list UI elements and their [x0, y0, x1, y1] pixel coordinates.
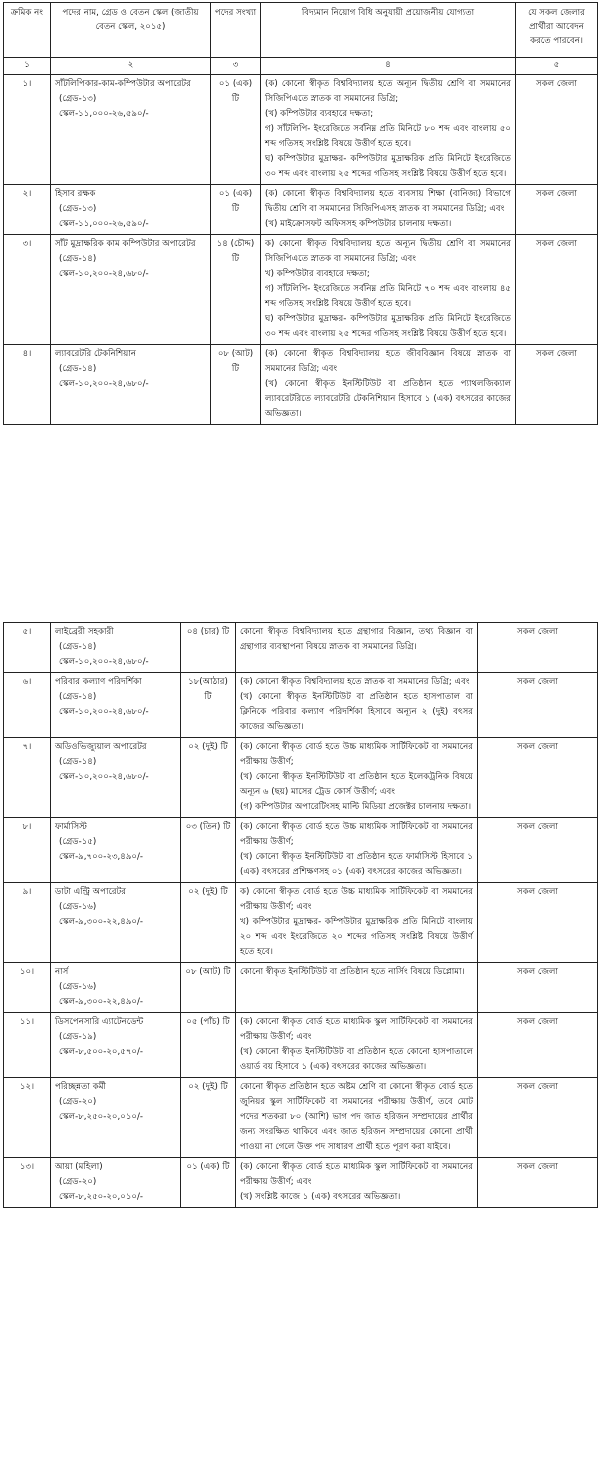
qualification-line: (ক) কোনো স্বীকৃত বিশ্ববিদ্যালয় হতে ব্যবসায় শিক্ষা (বানিজ্য) বিভাগে দ্বিতীয় শ্রেণি বা সমমানের সিজিপিএসহ স্নাতক বা সমমানের ডিগ্রি; এবং: [265, 189, 511, 214]
post-cell: [51, 738, 181, 818]
post-name: আয়া (মহিলা): [55, 1162, 103, 1172]
column-number: ৩: [211, 58, 261, 75]
post-cell: [51, 623, 181, 673]
districts-cell: সকল জেলা: [478, 738, 598, 818]
table-row: [4, 623, 598, 673]
post-grade: (গ্রেড-২০): [59, 1177, 97, 1187]
table-row: [4, 883, 598, 963]
table-header-row: [4, 3, 598, 58]
post-cell: [51, 963, 181, 1013]
post-grade: (গ্রেড-১৪): [59, 757, 97, 767]
districts-cell: সকল জেলা: [478, 1013, 598, 1078]
header-serial: ক্রমিক নং: [4, 3, 51, 58]
serial-cell: ১২।: [4, 1078, 51, 1158]
post-cell: [51, 1078, 181, 1158]
post-cell: [51, 235, 211, 345]
post-cell: [51, 345, 211, 425]
post-cell: [51, 818, 181, 883]
serial-cell: ৯।: [4, 883, 51, 963]
post-count-cell: ০১ (এক) টি: [211, 185, 261, 235]
qualification-line: (ক) কোনো স্বীকৃত বোর্ড হতে মাধ্যমিক স্কুল সার্টিফিকেট বা সমমানের পরীক্ষায় উত্তীর্ণ; এবং: [240, 1017, 473, 1042]
table-row: [4, 1013, 598, 1078]
post-pay-scale: স্কেল-৮,২৫০-২০,০১০/-: [59, 1192, 143, 1202]
post-grade: (গ্রেড-১৩): [59, 204, 97, 214]
post-pay-scale: স্কেল-৮,৫০০-২০,৫৭০/-: [59, 1047, 143, 1057]
posts-table-part-1: [3, 2, 598, 425]
table-row: [4, 75, 598, 185]
qualification-line: কোনো স্বীকৃত বিশ্ববিদ্যালয় হতে গ্রন্থাগার বিজ্ঞান, তথ্য বিজ্ঞান বা গ্রন্থাগার ব্যবস্থাপনা বিষয়ে স্নাতক বা সমমানের ডিগ্রি।: [240, 627, 473, 652]
serial-cell: ৭।: [4, 738, 51, 818]
table-row: [4, 185, 598, 235]
qualification-line: ঘ) কম্পিউটার মুদ্রাক্ষর- কম্পিউটার মুদ্রাক্ষরিক প্রতি মিনিটে ইংরেজিতে ৩০ শব্দ এবং বাংলায় ২৫ শব্দের গতিসহ সংশ্লিষ্ট বিষয়ে উত্তীর্ণ হতে হবে।: [265, 154, 511, 179]
post-count-cell: ০১ (এক) টি: [181, 1158, 236, 1208]
serial-cell: ১।: [4, 75, 51, 185]
post-count-cell: ০২ (দুই) টি: [181, 883, 236, 963]
post-name: লাইব্রেরী সহকারী: [55, 627, 114, 637]
post-grade: (গ্রেড-১৬): [59, 982, 97, 992]
post-grade: (গ্রেড-২০): [59, 1097, 97, 1107]
qualification-line: (ক) কোনো স্বীকৃত বিশ্ববিদ্যালয় হতে অন্যূন দ্বিতীয় শ্রেণি বা সমমানের সিজিপিএতে স্নাতক বা সমমানের ডিগ্রি;: [265, 79, 511, 104]
districts-cell: সকল জেলা: [478, 623, 598, 673]
post-count-cell: ১৪ (চৌদ্দ) টি: [211, 235, 261, 345]
qualification-line: (গ) কম্পিউটার অপারেটিংসহ মাল্টি মিডিয়া প্রজেক্টর চালনায় দক্ষতা।: [240, 802, 472, 812]
qualification-cell: [261, 185, 516, 235]
post-grade: (গ্রেড-১৪): [59, 692, 97, 702]
column-number: ৫: [516, 58, 598, 75]
header-districts: যে সকল জেলার প্রার্থীরা আবেদন করতে পারবেন।: [516, 3, 598, 58]
table-row: [4, 963, 598, 1013]
qualification-line: (ক) কোনো স্বীকৃত বিশ্ববিদ্যালয় হতে স্নাতক বা সমমানের ডিগ্রি; এবং: [240, 677, 470, 687]
qualification-line: (ক) কোনো স্বীকৃত বোর্ড হতে উচ্চ মাধ্যমিক সার্টিফিকেট বা সমমানের পরীক্ষায় উত্তীর্ণ;: [240, 742, 473, 767]
table-row: [4, 738, 598, 818]
post-cell: [51, 75, 211, 185]
post-count-cell: ০৫ (পাঁচ) টি: [181, 1013, 236, 1078]
serial-cell: ৩।: [4, 235, 51, 345]
post-pay-scale: স্কেল-৯,৭০০-২৩,৪৯০/-: [59, 852, 143, 862]
post-grade: (গ্রেড-১৯): [59, 1032, 97, 1042]
qualification-line: ক) কোনো স্বীকৃত বিশ্ববিদ্যালয় হতে অন্যূন দ্বিতীয় শ্রেণি বা সমমানের সিজিপিএতে স্নাতক বা সমমানের ডিগ্রি; এবং: [265, 239, 511, 264]
districts-cell: সকল জেলা: [478, 673, 598, 738]
qualification-line: (ক) কোনো স্বীকৃত বোর্ড হতে মাধ্যমিক স্কুল সার্টিফিকেট বা সমমানের পরীক্ষায় উত্তীর্ণ; এবং: [240, 1162, 473, 1187]
post-count-cell: ১৮(আঠার) টি: [181, 673, 236, 738]
qualification-cell: [261, 345, 516, 425]
serial-cell: ১৩।: [4, 1158, 51, 1208]
qualification-line: (খ) কোনো স্বীকৃত ইনস্টিটিউট বা প্রতিষ্ঠান হতে ফার্মাসিস্ট হিসাবে ১ (এক) বৎসরের প্রশিক্ষণসহ ০১ (এক) বৎসরের কাজের অভিজ্ঞতা।: [240, 852, 473, 877]
table-row: [4, 235, 598, 345]
header-qualification: বিদ্যমান নিয়োগ বিধি অনুযায়ী প্রয়োজনীয় যোগ্যতা: [261, 3, 516, 58]
post-name: ডাটা এন্ট্রি অপারেটর: [55, 887, 127, 897]
qualification-cell: [236, 883, 478, 963]
posts-table-part-2: [3, 622, 598, 1208]
districts-cell: সকল জেলা: [516, 235, 598, 345]
qualification-line: খ) কম্পিউটার ব্যবহারে দক্ষতা;: [265, 269, 370, 279]
post-cell: [51, 883, 181, 963]
post-grade: (গ্রেড-১৬): [59, 902, 97, 912]
serial-cell: ১০।: [4, 963, 51, 1013]
post-pay-scale: স্কেল-১০,২০০-২৪,৬৮০/-: [59, 269, 149, 279]
qualification-cell: [236, 1013, 478, 1078]
column-number-row: [4, 58, 598, 75]
qualification-cell: [236, 1078, 478, 1158]
post-pay-scale: স্কেল-১০,২০০-২৪,৬৮০/-: [59, 379, 149, 389]
qualification-cell: [236, 1158, 478, 1208]
serial-cell: ৬।: [4, 673, 51, 738]
districts-cell: সকল জেলা: [478, 883, 598, 963]
post-name: অডিওভিজ্যুয়াল অপারেটর: [55, 742, 147, 752]
post-name: ল্যাবরেটরি টেকনিশিয়ান: [55, 349, 136, 359]
post-pay-scale: স্কেল-৮,২৫০-২০,০১০/-: [59, 1112, 143, 1122]
post-grade: (গ্রেড-১৩): [59, 94, 97, 104]
qualification-line: ঘ) কম্পিউটার মুদ্রাক্ষর- কম্পিউটার মুদ্রাক্ষরিক প্রতি মিনিটে ইংরেজিতে ৩০ শব্দ এবং বাংলায় ২৫ শব্দের গতিসহ সংশ্লিষ্ট বিষয়ে উত্তীর্ণ হতে হবে।: [265, 314, 511, 339]
qualification-line: (খ) কম্পিউটার ব্যবহারে দক্ষতা;: [265, 109, 374, 119]
post-count-cell: ০১ (এক) টি: [211, 75, 261, 185]
table-body-part-1: [4, 75, 598, 425]
post-pay-scale: স্কেল-৯,৩০০-২২,৪৯০/-: [59, 997, 143, 1007]
qualification-cell: [236, 738, 478, 818]
post-pay-scale: স্কেল-১০,২০০-২৪,৬৮০/-: [59, 657, 149, 667]
qualification-line: (খ) মাইক্রোসফট অফিসসহ কম্পিউটার চালনায় দক্ষতা।: [265, 219, 452, 229]
districts-cell: সকল জেলা: [516, 185, 598, 235]
post-grade: (গ্রেড-১৪): [59, 364, 97, 374]
post-pay-scale: স্কেল-১১,০০০-২৬,৫৯০/-: [59, 109, 149, 119]
post-name: ফার্মাসিস্ট: [55, 822, 87, 832]
post-name: পরিচ্ছন্নতা কর্মী: [55, 1082, 106, 1092]
header-post: পদের নাম, গ্রেড ও বেতন স্কেল (জাতীয় বেতন স্কেল, ২০১৫): [51, 3, 211, 58]
post-grade: (গ্রেড-১৫): [59, 837, 97, 847]
serial-cell: ৫।: [4, 623, 51, 673]
serial-cell: ৮।: [4, 818, 51, 883]
post-name: নার্স: [55, 967, 69, 977]
post-pay-scale: স্কেল-১০,২০০-২৪,৬৮০/-: [59, 707, 149, 717]
post-name: সাঁট মুদ্রাক্ষরিক কাম কম্পিউটার অপারেটর: [55, 239, 196, 249]
column-number: ১: [4, 58, 51, 75]
post-pay-scale: স্কেল-৯,৩০০-২২,৪৯০/-: [59, 917, 143, 927]
post-count-cell: ০৪ (চার) টি: [181, 623, 236, 673]
qualification-cell: [236, 963, 478, 1013]
post-count-cell: ০৮ (আট) টি: [181, 963, 236, 1013]
post-pay-scale: স্কেল-১১,০০০-২৬,৫৯০/-: [59, 219, 149, 229]
post-grade: (গ্রেড-১৪): [59, 254, 97, 264]
serial-cell: ৪।: [4, 345, 51, 425]
post-name: ডিসপেনসারি এ্যাটেনডেন্ট: [55, 1017, 144, 1027]
qualification-cell: [261, 235, 516, 345]
districts-cell: সকল জেলা: [516, 75, 598, 185]
post-cell: [51, 1013, 181, 1078]
qualification-line: (খ) কোনো স্বীকৃত ইনস্টিটিউট বা প্রতিষ্ঠান হতে কোনো হাসপাতালে ওয়ার্ড বয় হিসাবে ১ (এক) বৎসরের কাজের অভিজ্ঞতা।: [240, 1047, 473, 1072]
qualification-line: (খ) কোনো স্বীকৃত ইনস্টিটিউট বা প্রতিষ্ঠান হতে প্যাথলজিক্যাল ল্যাবরেটরিতে ল্যাবরেটরি টেকনিশিয়ান হিসাবে ১ (এক) বৎসরের কাজের অভিজ্ঞতা।: [265, 379, 511, 419]
districts-cell: সকল জেলা: [478, 963, 598, 1013]
qualification-line: (খ) সংশ্লিষ্ট কাজে ১ (এক) বৎসরের অভিজ্ঞতা।: [240, 1192, 401, 1202]
post-count-cell: ০২ (দুই) টি: [181, 738, 236, 818]
post-grade: (গ্রেড-১৪): [59, 642, 97, 652]
table-body-part-2: [4, 623, 598, 1208]
qualification-line: কোনো স্বীকৃত ইনস্টিটিউট বা প্রতিষ্ঠান হতে নার্সিং বিষয়ে ডিপ্লোমা।: [240, 967, 465, 977]
post-count-cell: ০৮ (আট) টি: [211, 345, 261, 425]
qualification-line: (ক) কোনো স্বীকৃত বোর্ড হতে উচ্চ মাধ্যমিক সার্টিফিকেট বা সমমানের পরীক্ষায় উত্তীর্ণ;: [240, 822, 473, 847]
table-row: [4, 345, 598, 425]
qualification-cell: [236, 623, 478, 673]
serial-cell: ১১।: [4, 1013, 51, 1078]
qualification-line: কোনো স্বীকৃত প্রতিষ্ঠান হতে অষ্টম শ্রেণি বা কোনো স্বীকৃত বোর্ড হতে জুনিয়র স্কুল সার্টিফিকেট বা সমমানের পরীক্ষায় উত্তীর্ণ, তবে মোট পদের শতকরা ৮০ (আশি) ভাগ পদ জাত হরিজন সম্প্রদায়ের প্রার্থীর জন্য সংরক্ষিত থাকিবে এবং জাত হরিজন সম্প্রদায়ের কোনো প্রার্থী পাওয়া না গেলে উক্ত পদ সাধারণ প্রার্থী হতে পূরণ করা যাইবে।: [240, 1082, 473, 1152]
districts-cell: সকল জেলা: [478, 818, 598, 883]
post-count-cell: ০৩ (তিন) টি: [181, 818, 236, 883]
qualification-line: গ) সাঁটলিপি- ইংরেজিতে সর্বনিম্ন প্রতি মিনিটে ৭০ শব্দ এবং বাংলায় ৪৫ শব্দ গতিসহ সংশ্লিষ্ট বিষয়ে উত্তীর্ণ হতে হবে।: [265, 284, 511, 309]
header-count: পদের সংখ্যা: [211, 3, 261, 58]
qualification-line: ক) কোনো স্বীকৃত বোর্ড হতে উচ্চ মাধ্যমিক সার্টিফিকেট বা সমমানের পরীক্ষায় উত্তীর্ণ; এবং: [240, 887, 473, 912]
table-row: [4, 1078, 598, 1158]
post-name: পরিবার কল্যাণ পরিদর্শিকা: [55, 677, 142, 687]
qualification-cell: [261, 75, 516, 185]
table-row: [4, 1158, 598, 1208]
qualification-line: (খ) কোনো স্বীকৃত ইনস্টিটিউট বা প্রতিষ্ঠান হতে হাসপাতাল বা ক্লিনিকে পরিবার কল্যাণ পরিদর্শিকা হিসাবে অন্যূন ২ (দুই) বৎসর কাজের অভিজ্ঞতা।: [240, 692, 473, 732]
table-row: [4, 818, 598, 883]
qualification-line: গ) সাঁটলিপি- ইংরেজিতে সর্বনিম্ন প্রতি মিনিটে ৮০ শব্দ এবং বাংলায় ৫০ শব্দ গতিসহ সংশ্লিষ্ট বিষয়ে উত্তীর্ণ হতে হবে।: [265, 124, 511, 149]
districts-cell: সকল জেলা: [516, 345, 598, 425]
districts-cell: সকল জেলা: [478, 1078, 598, 1158]
qualification-line: খ) কম্পিউটার মুদ্রাক্ষর- কম্পিউটার মুদ্রাক্ষরিক প্রতি মিনিটে বাংলায় ২০ শব্দ এবং ইংরেজিতে ২০ শব্দের গতিসহ সংশ্লিষ্ট বিষয়ে উত্তীর্ণ হতে হবে।: [240, 917, 473, 957]
column-number: ২: [51, 58, 211, 75]
post-pay-scale: স্কেল-১০,২০০-২৪,৬৮০/-: [59, 772, 149, 782]
qualification-line: (ক) কোনো স্বীকৃত বিশ্ববিদ্যালয় হতে জীববিজ্ঞান বিষয়ে স্নাতক বা সমমানের ডিগ্রি; এবং: [265, 349, 511, 374]
post-cell: [51, 673, 181, 738]
serial-cell: ২।: [4, 185, 51, 235]
column-number: ৪: [261, 58, 516, 75]
qualification-cell: [236, 673, 478, 738]
qualification-line: (খ) কোনো স্বীকৃত ইনস্টিটিউট বা প্রতিষ্ঠান হতে ইলেকট্রনিক বিষয়ে অন্যূন ৬ (ছয়) মাসের ট্রেড কোর্স উত্তীর্ণ; এবং: [240, 772, 473, 797]
qualification-cell: [236, 818, 478, 883]
post-cell: [51, 185, 211, 235]
districts-cell: সকল জেলা: [478, 1158, 598, 1208]
post-name: হিসাব রক্ষক: [55, 189, 96, 199]
table-row: [4, 673, 598, 738]
post-cell: [51, 1158, 181, 1208]
post-name: সাঁটলিপিকার-কাম-কম্পিউটার অপারেটর: [55, 79, 191, 89]
post-count-cell: ০২ (দুই) টি: [181, 1078, 236, 1158]
